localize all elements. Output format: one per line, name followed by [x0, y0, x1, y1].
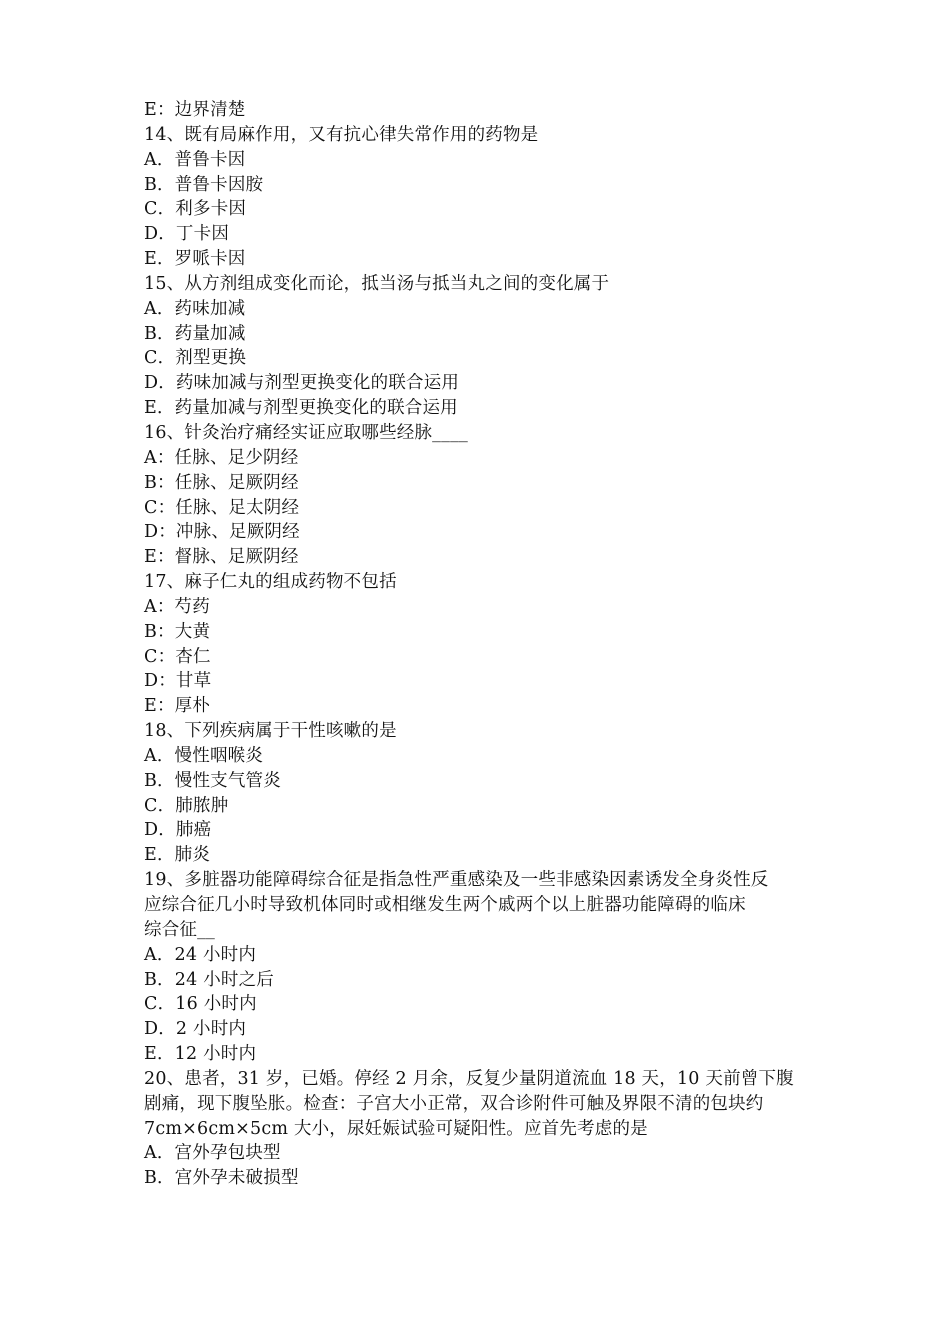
- q15-option-b: B．药量加减: [144, 323, 246, 344]
- question-18: 18、下列疾病属于干性咳嗽的是: [144, 721, 397, 742]
- q15-option-e: E．药量加减与剂型更换变化的联合运用: [144, 398, 458, 419]
- q18-option-e: E．肺炎: [144, 845, 211, 866]
- q16-option-a: A：任脉、足少阴经: [144, 447, 299, 468]
- q20-option-a: A．宫外孕包块型: [144, 1143, 281, 1164]
- question-20-line-1: 20、患者，31 岁，已婚。停经 2 月余，反复少量阴道流血 18 天，10 天前曾下腹: [144, 1068, 794, 1089]
- q15-option-a: A．药味加减: [144, 298, 246, 319]
- q20-option-b: B．宫外孕未破损型: [144, 1168, 299, 1189]
- q18-option-b: B．慢性支气管炎: [144, 770, 281, 791]
- q19-option-d: D．2 小时内: [144, 1019, 247, 1040]
- question-19-line-1: 19、多脏器功能障碍综合征是指急性严重感染及一些非感染因素诱发全身炎性反: [144, 870, 769, 891]
- q19-option-e: E．12 小时内: [144, 1044, 257, 1065]
- q14-option-c: C．利多卡因: [144, 199, 247, 220]
- q15-option-c: C．剂型更换: [144, 348, 247, 369]
- q19-option-a: A．24 小时内: [144, 944, 257, 965]
- q16-option-e: E：督脉、足厥阴经: [144, 547, 299, 568]
- q17-option-b: B：大黄: [144, 621, 211, 642]
- document-page: [144, 98, 824, 1191]
- q19-option-b: B．24 小时之后: [144, 969, 274, 990]
- q19-option-c: C．16 小时内: [144, 994, 257, 1015]
- q18-option-d: D．肺癌: [144, 820, 212, 841]
- q16-option-c: C：任脉、足太阴经: [144, 497, 300, 518]
- question-16: 16、针灸治疗痛经实证应取哪些经脉____: [144, 422, 468, 443]
- q17-option-e: E：厚朴: [144, 696, 211, 717]
- question-14: 14、既有局麻作用，又有抗心律失常作用的药物是: [144, 124, 539, 145]
- q17-option-d: D：甘草: [144, 671, 212, 692]
- q18-option-c: C．肺脓肿: [144, 795, 229, 816]
- question-17: 17、麻子仁丸的组成药物不包括: [144, 572, 397, 593]
- q14-option-a: A．普鲁卡因: [144, 149, 246, 170]
- q14-option-e: E．罗哌卡因: [144, 249, 246, 270]
- question-19-line-3: 综合征__: [144, 919, 215, 940]
- question-20-line-2: 剧痛，现下腹坠胀。检查：子宫大小正常，双合诊附件可触及界限不清的包块约: [144, 1093, 764, 1114]
- q16-option-d: D：冲脉、足厥阴经: [144, 522, 300, 543]
- option-e-line: E：边界清楚: [144, 100, 246, 120]
- q16-option-b: B：任脉、足厥阴经: [144, 472, 299, 493]
- q14-option-d: D．丁卡因: [144, 224, 230, 245]
- q18-option-a: A．慢性咽喉炎: [144, 745, 264, 766]
- question-19-line-2: 应综合征几小时导致机体同时或相继发生两个戚两个以上脏器功能障碍的临床: [144, 895, 746, 915]
- q17-option-a: A：芍药: [144, 596, 210, 617]
- question-15: 15、从方剂组成变化而论，抵当汤与抵当丸之间的变化属于: [144, 273, 610, 294]
- q14-option-b: B．普鲁卡因胺: [144, 174, 264, 195]
- question-20-line-3: 7cm×6cm×5cm 大小，尿妊娠试验可疑阳性。应首先考虑的是: [144, 1118, 648, 1139]
- q17-option-c: C：杏仁: [144, 646, 211, 667]
- q15-option-d: D．药味加减与剂型更换变化的联合运用: [144, 373, 460, 394]
